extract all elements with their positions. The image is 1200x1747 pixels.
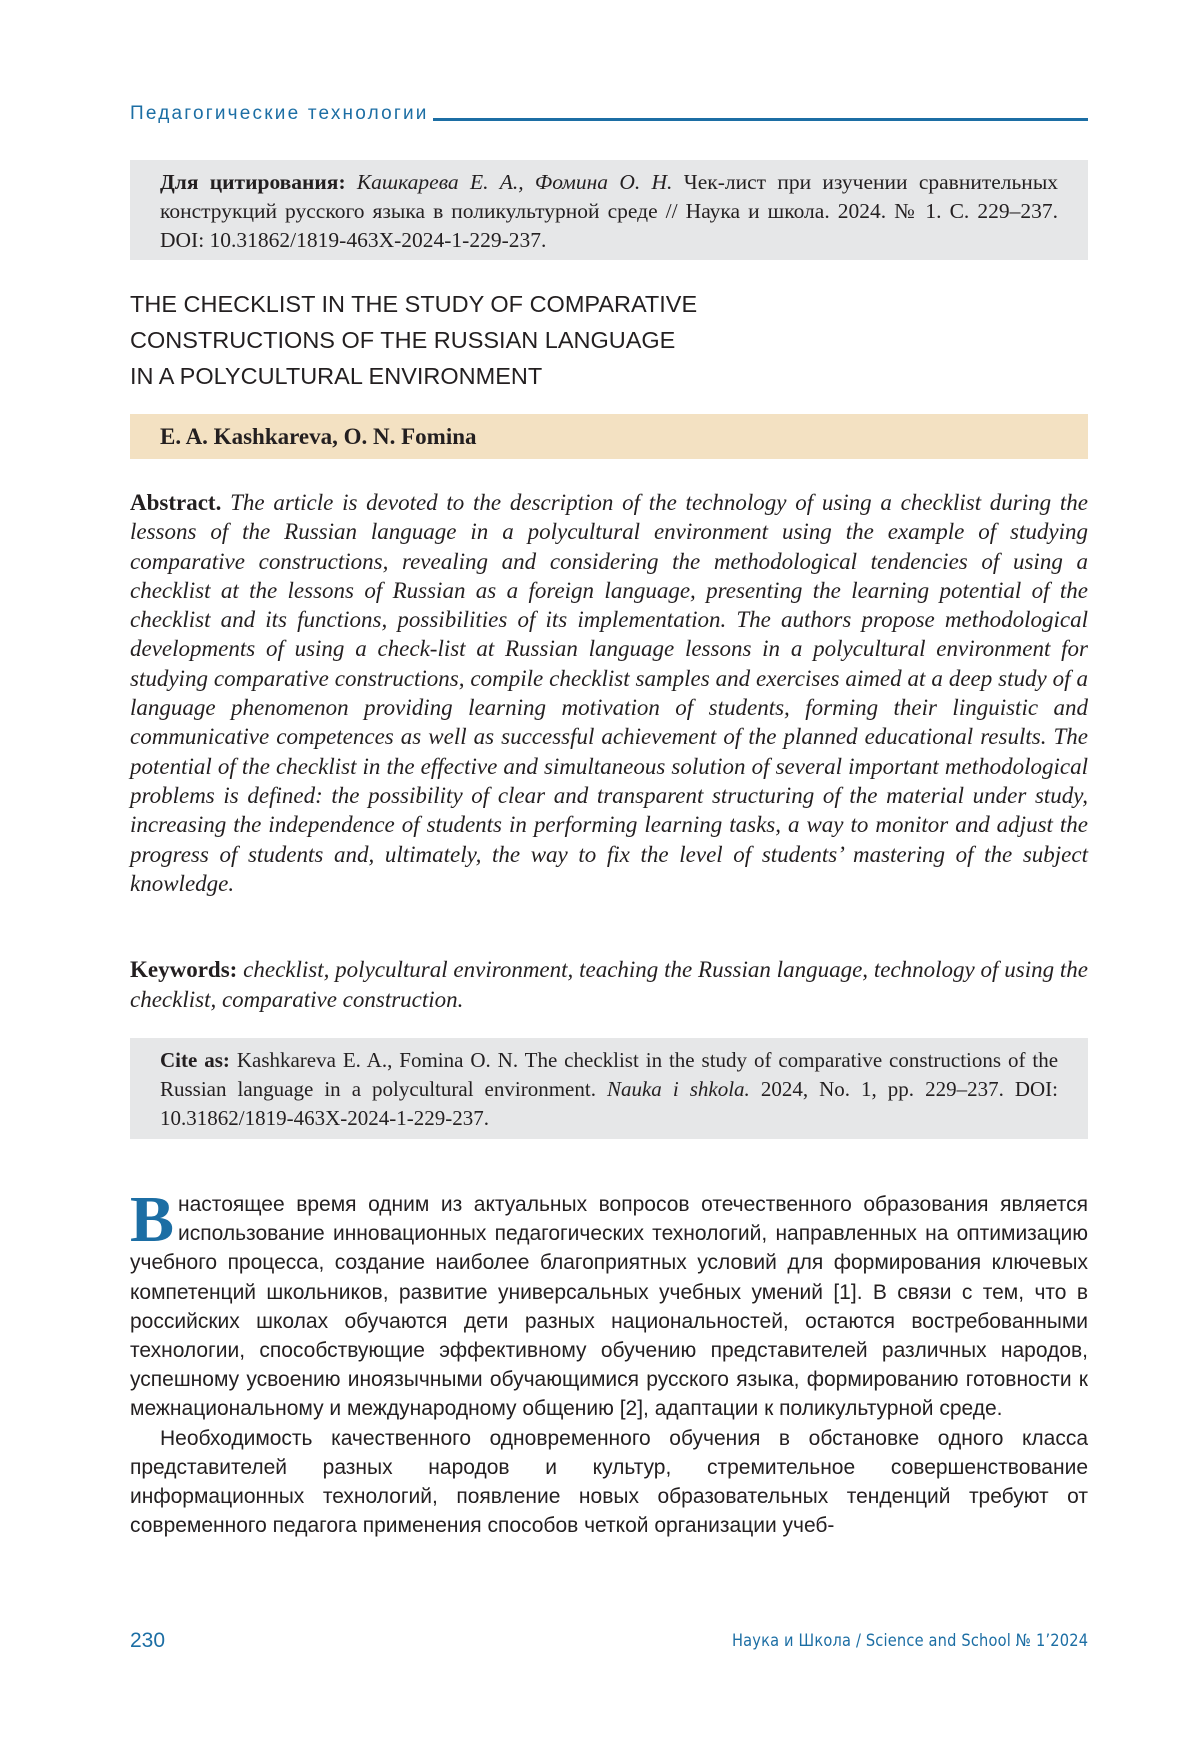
- abstract: [130, 488, 1088, 898]
- page-footer: [130, 1627, 1088, 1655]
- abstract-label: Abstract.: [130, 490, 222, 515]
- citation-en-label: Cite as:: [160, 1048, 230, 1072]
- keywords-label: Keywords:: [130, 957, 238, 982]
- keywords: [130, 955, 1088, 1014]
- citation-en-box: [130, 1038, 1088, 1139]
- journal-footer: Наука и Школа / Science and School № 1’2024: [731, 1631, 1088, 1651]
- section-title: Педагогические технологии: [130, 103, 429, 124]
- body-text: [130, 1183, 1088, 1540]
- section-header: [130, 104, 1088, 124]
- citation-ru-authors: Кашкарева Е. А., Фомина О. Н.: [356, 170, 673, 194]
- article-title: THE CHECKLIST IN THE STUDY OF COMPARATIVE CONSTRUCTIONS OF THE RUSSIAN LANGUAGE IN A POLYCULTURAL ENVIRONMENT: [130, 291, 698, 389]
- body-paragraph-1-text: настоящее время одним из актуальных вопросов отечественного образования является использование инновационных педагогических технологий, направленных на оптимизацию учебного процесса, создание наиболее благоприятных условий для формирования ключевых компетенций школьников, развитие универсальных учебных умений [1]. В связи с тем, что в российских школах обучаются дети разных национальностей, остаются востребованными технологии, способствующие эффективному обучению представителей различных народов, успешному усвоению иноязычными обучающимися русского языка, формированию готовности к межнациональному и международному общению [2], адаптации к поликультурной среде.: [130, 1193, 1088, 1421]
- authors: E. A. Kashkareva, O. N. Fomina: [130, 414, 1088, 459]
- body-paragraph: [130, 1183, 1088, 1424]
- keywords-text: checklist, polycultural environment, teaching the Russian language, technology of using the checklist, comparative construction.: [130, 957, 1089, 1012]
- header-rule: [433, 118, 1088, 121]
- drop-cap: В: [130, 1183, 175, 1256]
- citation-en-details: 2024, No. 1, pp. 229–237. DOI: 10.31862/1819-463X-2024-1-229-237.: [160, 1077, 1059, 1130]
- abstract-text: The article is devoted to the description of the technology of using a checklist during the lessons of the Russian language in a polycultural environment using the example of studying comparative constructions, revealing and considering the methodological tendencies of using a checklist at the lessons of Russian as a foreign language, presenting the learning potential of the checklist and its functions, possibilities of its implementation. The authors propose methodological developments of using a check-list at Russian language lessons in a polycultural environment for studying comparative constructions, compile checklist samples and exercises aimed at a deep study of a language phenomenon providing learning motivation of students, forming their linguistic and communicative competences as well as successful achievement of the planned educational results. The potential of the checklist in the effective and simultaneous solution of several important methodological problems is defined: the possibility of clear and transparent structuring of the material under study, increasing the independence of students in performing learning tasks, a way to monitor and adjust the progress of students and, ultimately, the way to fix the level of students’ mastering of the subject knowledge.: [130, 490, 1088, 896]
- page-number: 230: [130, 1629, 166, 1652]
- citation-ru-label: Для цитирования:: [160, 170, 346, 194]
- citation-en-text: Kashkareva E. A., Fomina O. N. The checklist in the study of comparative constructions of the Russian language in a polycultural environment.: [160, 1048, 1059, 1101]
- citation-ru-text: Чек-лист при изучении сравнительных конструкций русского языка в поликультурной среде // Наука и школа. 2024. № 1. С. 229–237. DOI: 10.31862/1819-463X-2024-1-229-237.: [160, 170, 1059, 252]
- body-paragraph-2: Необходимость качественного одновременного обучения в обстановке одного класса представителей разных народов и культур, стремительное совершенствование информационных технологий, появление новых образовательных тенденций требуют от современного педагога применения способов четкой организации учеб-: [130, 1426, 1088, 1538]
- citation-en-journal: Nauka i shkola.: [606, 1077, 750, 1101]
- citation-ru-box: [130, 160, 1088, 260]
